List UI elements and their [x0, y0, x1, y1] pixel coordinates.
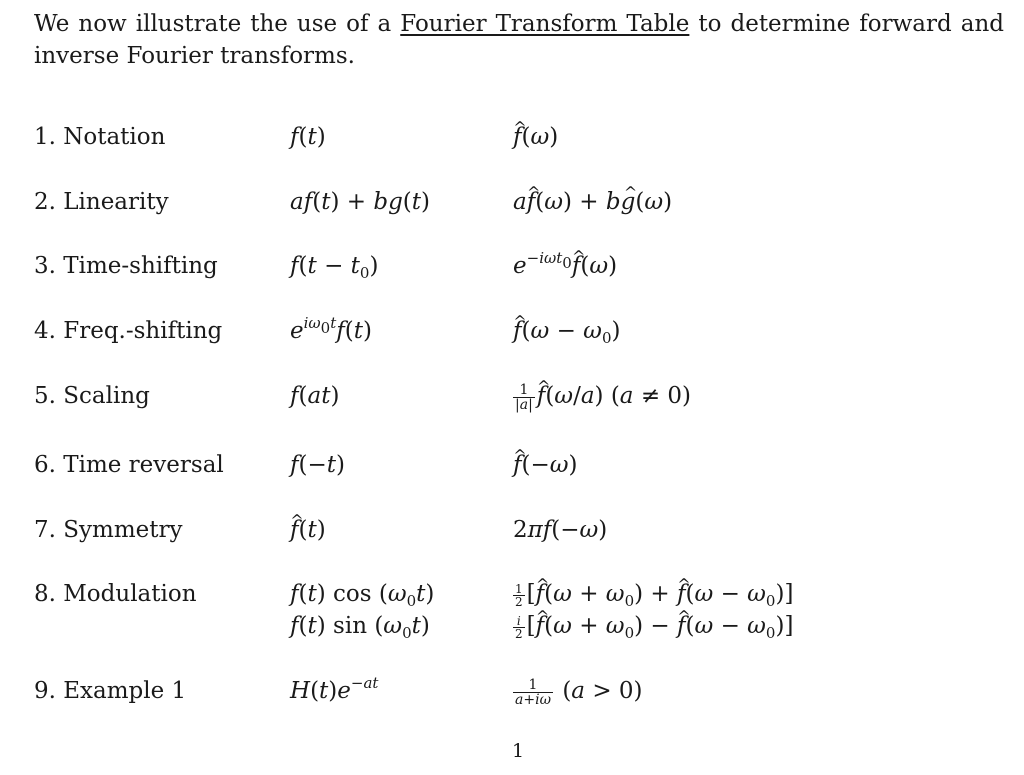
table-row [0, 121, 1024, 181]
row-label: 7. Symmetry [34, 517, 183, 543]
table-row [0, 514, 1024, 574]
freq-domain-formula: $\frac{1}{a+i\omega}$ (a > 0) [515, 676, 643, 708]
table-row [0, 250, 1024, 310]
row-label: 6. Time reversal [34, 452, 224, 478]
time-domain-formula: $H(t)e^{-at}$ [290, 674, 379, 704]
time-domain-formula: $e^{i\omega_0t}f(t)$ [290, 314, 372, 344]
freq-domain-formula: ^ f(ω) [513, 121, 558, 153]
intro-text-before: We now illustrate the use of a [34, 11, 401, 37]
page-number: 1 [511, 740, 525, 762]
table-row [0, 315, 1024, 375]
table-row [0, 675, 1024, 735]
table-row [0, 449, 1024, 509]
freq-domain-formula: ^ $f(\omega - \omega_0)$ [513, 315, 620, 347]
table-row [0, 186, 1024, 246]
freq-domain-formula: $\frac{1}{2}$ [^ $f(\omega + \omega_0)$ + ^ $f(\omega - \omega_0)$] $\frac{i}{2}$ [^ $f(\omega + \omega_0)$ − ^ $f(\omega - \omega_0)$] [513, 578, 793, 642]
row-label: 2. Linearity [34, 189, 169, 215]
time-domain-formula: ^ f(t) [290, 514, 326, 546]
freq-domain-formula: $e^{-i\omega t_0}\^{}$ f(ω) [513, 250, 617, 282]
freq-domain-formula: ^ f(−ω) [513, 449, 578, 481]
table-row [0, 578, 1024, 648]
freq-domain-formula: $\frac{1}{|a|}$ ^ f(ω/a) (a ≠ 0) [513, 380, 691, 412]
time-domain-formula: $f(t - t_0)$ [290, 253, 379, 282]
row-label: 9. Example 1 [34, 678, 187, 704]
intro-paragraph [34, 8, 1004, 72]
row-label: 8. Modulation [34, 581, 197, 607]
fourier-table-link[interactable]: Fourier Transform Table [400, 11, 690, 37]
time-domain-formula: f(−t) [290, 452, 345, 478]
table-row [0, 380, 1024, 440]
time-domain-formula: f(at) [290, 383, 340, 409]
row-label: 4. Freq.-shifting [34, 318, 223, 344]
row-label: 1. Notation [34, 124, 166, 150]
time-domain-formula: f(t) $\cos (\omega_0t)$ f(t) $\sin (\omega_0t)$ [290, 581, 435, 642]
intro-text-after: to determine forward and inverse Fourier transforms. [34, 11, 1004, 69]
time-domain-formula: f(t) [290, 124, 326, 150]
row-label: 5. Scaling [34, 383, 150, 409]
time-domain-formula: af(t) + bg(t) [290, 189, 431, 215]
row-label: 3. Time-shifting [34, 253, 218, 279]
freq-domain-formula: 2πf(−ω) [513, 517, 608, 543]
freq-domain-formula: a^ f(ω) + b^ g(ω) [513, 186, 672, 218]
